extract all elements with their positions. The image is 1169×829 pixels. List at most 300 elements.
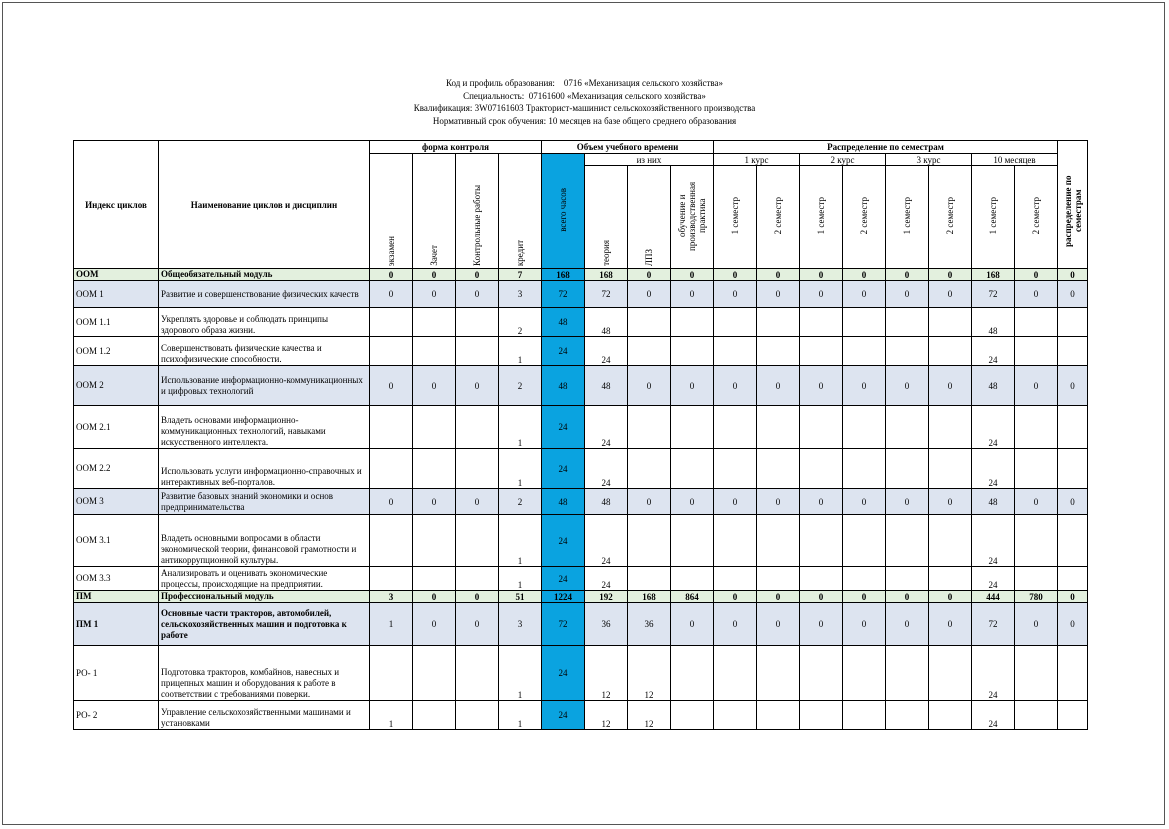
row-discipline-name: Общеобязательный модуль: [159, 269, 370, 281]
cell-total-hours: 24: [542, 646, 585, 701]
cell-theory: 24: [585, 449, 628, 489]
cell-c2-sem2: [843, 515, 886, 567]
row-discipline-name: Подготовка тракторов, комбайнов, навесных и прицепных машин и оборудования к работе в соответствии с требованиями поверки.: [159, 646, 370, 701]
cell-credit: 1: [499, 515, 542, 567]
cell-c2-sem1: [800, 646, 843, 701]
row-discipline-name: Анализировать и оценивать экономические процессы, происходящие на предприятии.: [159, 567, 370, 591]
cell-c1-sem1: 0: [714, 489, 757, 515]
cell-zachet: 0: [413, 281, 456, 308]
cell-m10-sem1: 48: [972, 489, 1015, 515]
row-discipline-name: Управление сельскохозяйственными машинами и установками: [159, 701, 370, 730]
col-practice: обучение и производственная практика: [671, 166, 714, 269]
cell-theory: 72: [585, 281, 628, 308]
cell-credit: 3: [499, 603, 542, 646]
cell-lpz: [628, 515, 671, 567]
row-index: ООМ 3.3: [74, 567, 159, 591]
row-discipline-name: Использование информационно-коммуникационных и цифровых технологий: [159, 366, 370, 406]
cell-c2-sem1: [800, 515, 843, 567]
cell-lpz: 0: [628, 489, 671, 515]
cell-lpz: [628, 406, 671, 449]
cell-exam: [370, 646, 413, 701]
cell-c3-sem1: [886, 515, 929, 567]
cell-m10-sem1: 24: [972, 337, 1015, 366]
cell-c1-sem1: [714, 406, 757, 449]
cell-control-work: [456, 515, 499, 567]
cell-m10-sem1: 24: [972, 449, 1015, 489]
row-index: РО- 2: [74, 701, 159, 730]
cell-control-work: 0: [456, 281, 499, 308]
cell-c2-sem2: 0: [843, 366, 886, 406]
row-index: ООМ 3: [74, 489, 159, 515]
cell-zachet: [413, 646, 456, 701]
cell-zachet: 0: [413, 269, 456, 281]
cell-c3-sem1: [886, 337, 929, 366]
cell-c3-sem1: 0: [886, 591, 929, 603]
cell-practice: 0: [671, 281, 714, 308]
cell-practice: [671, 337, 714, 366]
cell-credit: 3: [499, 281, 542, 308]
row-discipline-name: Владеть основными вопросами в области экономической теории, финансовой грамотности и антикоррупционной культуры.: [159, 515, 370, 567]
cell-theory: 12: [585, 701, 628, 730]
table-row: [74, 567, 1088, 591]
cell-exam: [370, 337, 413, 366]
cell-exam: 1: [370, 701, 413, 730]
cell-credit: 2: [499, 489, 542, 515]
cell-c3-sem2: [929, 308, 972, 337]
cell-c2-sem1: 0: [800, 366, 843, 406]
cell-c1-sem2: [757, 337, 800, 366]
cell-dist-by-sem: 0: [1058, 591, 1088, 603]
cell-m10-sem1: 24: [972, 515, 1015, 567]
cell-zachet: 0: [413, 603, 456, 646]
cell-c1-sem2: [757, 567, 800, 591]
cell-c3-sem1: 0: [886, 269, 929, 281]
cell-m10-sem1: 48: [972, 366, 1015, 406]
control-form-header: форма контроля: [370, 141, 542, 154]
cell-c2-sem1: 0: [800, 269, 843, 281]
row-index: ООМ 3.1: [74, 515, 159, 567]
cell-lpz: 12: [628, 701, 671, 730]
cell-c1-sem2: 0: [757, 281, 800, 308]
cell-c1-sem2: [757, 646, 800, 701]
cell-exam: 0: [370, 269, 413, 281]
cell-lpz: 36: [628, 603, 671, 646]
cell-m10-sem2: 0: [1015, 603, 1058, 646]
cell-zachet: [413, 567, 456, 591]
cell-c3-sem2: [929, 646, 972, 701]
cell-dist-by-sem: [1058, 701, 1088, 730]
cell-c1-sem2: [757, 406, 800, 449]
cell-c1-sem1: 0: [714, 591, 757, 603]
cell-exam: 1: [370, 603, 413, 646]
cell-zachet: 0: [413, 591, 456, 603]
col-course1: 1 курс: [714, 154, 800, 166]
cell-zachet: [413, 337, 456, 366]
cell-c2-sem2: [843, 308, 886, 337]
cell-c2-sem1: [800, 308, 843, 337]
cell-control-work: 0: [456, 269, 499, 281]
col-zachet: Зачет: [413, 154, 456, 269]
cell-c3-sem2: 0: [929, 591, 972, 603]
cell-dist-by-sem: 0: [1058, 269, 1088, 281]
row-index: РО- 1: [74, 646, 159, 701]
cell-theory: 12: [585, 646, 628, 701]
cell-control-work: 0: [456, 591, 499, 603]
cell-c1-sem1: [714, 567, 757, 591]
cell-total-hours: 48: [542, 489, 585, 515]
cell-practice: 0: [671, 489, 714, 515]
cell-dist-by-sem: 0: [1058, 603, 1088, 646]
cell-total-hours: 24: [542, 567, 585, 591]
cell-c3-sem1: 0: [886, 603, 929, 646]
cell-c1-sem1: 0: [714, 269, 757, 281]
cell-credit: 1: [499, 406, 542, 449]
cell-c2-sem2: 0: [843, 281, 886, 308]
cell-zachet: [413, 308, 456, 337]
cell-c3-sem1: [886, 701, 929, 730]
cell-exam: 0: [370, 366, 413, 406]
cell-c1-sem2: [757, 308, 800, 337]
cell-c2-sem2: [843, 567, 886, 591]
cell-c1-sem1: [714, 308, 757, 337]
cell-dist-by-sem: [1058, 337, 1088, 366]
cell-theory: 24: [585, 406, 628, 449]
cell-total-hours: 24: [542, 515, 585, 567]
col-control-work: Контрольные работы: [456, 154, 499, 269]
cell-zachet: 0: [413, 366, 456, 406]
row-index: ООМ 1: [74, 281, 159, 308]
cell-m10-sem2: 0: [1015, 489, 1058, 515]
cell-credit: 1: [499, 701, 542, 730]
cell-c3-sem2: [929, 567, 972, 591]
row-index: ООМ 2.2: [74, 449, 159, 489]
cell-practice: 0: [671, 269, 714, 281]
cell-theory: 36: [585, 603, 628, 646]
cell-lpz: 12: [628, 646, 671, 701]
col-c1-sem1: 1 семестр: [714, 166, 757, 269]
cell-c3-sem1: 0: [886, 366, 929, 406]
row-discipline-name: Владеть основами информационно-коммуникационных технологий, навыками искусственного интеллекта.: [159, 406, 370, 449]
cell-zachet: 0: [413, 489, 456, 515]
cell-practice: [671, 449, 714, 489]
cell-m10-sem1: 72: [972, 281, 1015, 308]
header-specialty: Специальность: 07161600 «Механизация сельского хозяйства»: [463, 90, 706, 101]
cell-control-work: [456, 449, 499, 489]
cell-c1-sem1: [714, 449, 757, 489]
cell-m10-sem1: 24: [972, 701, 1015, 730]
cell-practice: 0: [671, 366, 714, 406]
cell-practice: [671, 308, 714, 337]
cell-credit: 1: [499, 449, 542, 489]
cell-m10-sem2: [1015, 646, 1058, 701]
cell-c3-sem1: [886, 308, 929, 337]
cell-c3-sem2: [929, 515, 972, 567]
cell-c3-sem2: 0: [929, 603, 972, 646]
cell-dist-by-sem: [1058, 449, 1088, 489]
cell-c1-sem2: [757, 449, 800, 489]
cell-c1-sem1: 0: [714, 603, 757, 646]
cell-total-hours: 24: [542, 406, 585, 449]
col-credit: кредит: [499, 154, 542, 269]
cell-c2-sem2: [843, 646, 886, 701]
cell-practice: [671, 406, 714, 449]
cell-c1-sem1: 0: [714, 366, 757, 406]
cell-lpz: [628, 337, 671, 366]
cell-c2-sem1: [800, 701, 843, 730]
header-profile: Код и профиль образования: 0716 «Механизация сельского хозяйства»: [445, 78, 724, 88]
row-index: ПМ 1: [74, 603, 159, 646]
table-row: [74, 646, 1088, 701]
cell-credit: 2: [499, 366, 542, 406]
cell-c2-sem1: [800, 406, 843, 449]
row-discipline-name: Развитие и совершенствование физических качеств: [159, 281, 370, 308]
row-index: ООМ: [74, 269, 159, 281]
cell-dist-by-sem: 0: [1058, 281, 1088, 308]
cell-c1-sem1: [714, 515, 757, 567]
cell-m10-sem2: [1015, 308, 1058, 337]
cell-c3-sem2: [929, 406, 972, 449]
row-discipline-name: Профессиональный модуль: [159, 591, 370, 603]
cell-c2-sem1: [800, 567, 843, 591]
col-dist-by-sem: распределение по семестрам: [1058, 141, 1088, 269]
row-discipline-name: Основные части тракторов, автомобилей, сельскохозяйственных машин и подготовка к работе: [159, 603, 370, 646]
col-m10-sem1: 1 семестр: [972, 166, 1015, 269]
row-discipline-name: Укреплять здоровье и соблюдать принципы здорового образа жизни.: [159, 308, 370, 337]
cell-dist-by-sem: [1058, 646, 1088, 701]
cell-c1-sem2: 0: [757, 269, 800, 281]
cell-c3-sem2: 0: [929, 489, 972, 515]
cell-c3-sem1: [886, 449, 929, 489]
cell-m10-sem2: [1015, 701, 1058, 730]
table-row: [74, 366, 1088, 406]
table-row: [74, 603, 1088, 646]
cell-credit: 1: [499, 567, 542, 591]
cell-c2-sem1: 0: [800, 281, 843, 308]
cell-practice: 0: [671, 603, 714, 646]
cell-theory: 192: [585, 591, 628, 603]
cell-c3-sem1: 0: [886, 489, 929, 515]
row-discipline-name: Использовать услуги информационно-справочных и интерактивных веб-порталов.: [159, 449, 370, 489]
cell-dist-by-sem: 0: [1058, 366, 1088, 406]
cell-control-work: [456, 646, 499, 701]
cell-c1-sem2: 0: [757, 489, 800, 515]
cell-m10-sem2: 0: [1015, 281, 1058, 308]
col-total-hours: всего часов: [542, 154, 585, 269]
cell-exam: 0: [370, 489, 413, 515]
cell-m10-sem1: 72: [972, 603, 1015, 646]
cell-c3-sem1: [886, 406, 929, 449]
col-course3: 3 курс: [886, 154, 972, 166]
col-c2-sem2: 2 семестр: [843, 166, 886, 269]
cell-zachet: [413, 701, 456, 730]
cell-m10-sem1: 24: [972, 406, 1015, 449]
cell-total-hours: 168: [542, 269, 585, 281]
cell-dist-by-sem: [1058, 567, 1088, 591]
cell-c1-sem1: [714, 701, 757, 730]
cell-control-work: 0: [456, 489, 499, 515]
cell-total-hours: 72: [542, 281, 585, 308]
col-theory: теория: [585, 166, 628, 269]
cell-m10-sem2: 780: [1015, 591, 1058, 603]
cell-control-work: [456, 337, 499, 366]
cell-c3-sem2: 0: [929, 281, 972, 308]
cell-m10-sem1: 48: [972, 308, 1015, 337]
cell-c1-sem2: [757, 701, 800, 730]
cell-practice: [671, 701, 714, 730]
cell-c2-sem2: [843, 337, 886, 366]
cell-c3-sem2: [929, 701, 972, 730]
header-duration: Нормативный срок обучения: 10 месяцев на базе общего среднего образования: [432, 115, 737, 126]
cell-m10-sem2: [1015, 449, 1058, 489]
cell-theory: 24: [585, 515, 628, 567]
cell-exam: [370, 515, 413, 567]
cell-c3-sem1: [886, 646, 929, 701]
header-qualification: Квалификация: 3W07161603 Тракторист-машинист сельскохозяйственного производства: [413, 103, 756, 113]
cell-zachet: [413, 406, 456, 449]
col-lpz: ЛПЗ: [628, 166, 671, 269]
cell-c1-sem2: 0: [757, 366, 800, 406]
distribution-header: Распределение по семестрам: [714, 141, 1058, 154]
cell-exam: [370, 449, 413, 489]
cell-total-hours: 48: [542, 308, 585, 337]
cell-credit: 7: [499, 269, 542, 281]
cell-total-hours: 24: [542, 449, 585, 489]
col-m10-sem2: 2 семестр: [1015, 166, 1058, 269]
cell-credit: 1: [499, 337, 542, 366]
table-row: [74, 308, 1088, 337]
document-header: [0, 77, 1169, 127]
col-name-header: Наименование циклов и дисциплин: [159, 141, 370, 269]
table-row: [74, 515, 1088, 567]
row-index: ПМ: [74, 591, 159, 603]
cell-c3-sem2: 0: [929, 269, 972, 281]
cell-lpz: [628, 567, 671, 591]
cell-m10-sem2: [1015, 515, 1058, 567]
cell-c1-sem1: [714, 646, 757, 701]
cell-c1-sem2: 0: [757, 591, 800, 603]
cell-m10-sem2: 0: [1015, 269, 1058, 281]
row-index: ООМ 1.2: [74, 337, 159, 366]
cell-theory: 48: [585, 489, 628, 515]
cell-c3-sem2: 0: [929, 366, 972, 406]
col-c3-sem1: 1 семестр: [886, 166, 929, 269]
cell-lpz: [628, 449, 671, 489]
cell-theory: 24: [585, 567, 628, 591]
cell-zachet: [413, 515, 456, 567]
row-index: ООМ 1.1: [74, 308, 159, 337]
cell-lpz: [628, 308, 671, 337]
cell-c2-sem2: [843, 701, 886, 730]
cell-c3-sem1: [886, 567, 929, 591]
volume-header: Объем учебного времени: [542, 141, 714, 154]
col-of-which: из них: [585, 154, 714, 166]
cell-zachet: [413, 449, 456, 489]
col-c3-sem2: 2 семестр: [929, 166, 972, 269]
table-row: [74, 337, 1088, 366]
cell-c3-sem1: 0: [886, 281, 929, 308]
cell-c2-sem1: 0: [800, 489, 843, 515]
cell-theory: 48: [585, 308, 628, 337]
cell-exam: 0: [370, 281, 413, 308]
table-row: [74, 591, 1088, 603]
col-index-header: Индекс циклов: [74, 141, 159, 269]
cell-c2-sem1: [800, 449, 843, 489]
cell-c2-sem2: 0: [843, 269, 886, 281]
cell-dist-by-sem: [1058, 406, 1088, 449]
row-index: ООМ 2.1: [74, 406, 159, 449]
table-row: [74, 489, 1088, 515]
cell-m10-sem2: [1015, 567, 1058, 591]
cell-c2-sem2: 0: [843, 489, 886, 515]
cell-practice: [671, 646, 714, 701]
cell-control-work: [456, 308, 499, 337]
cell-control-work: 0: [456, 366, 499, 406]
cell-c2-sem2: [843, 449, 886, 489]
row-index: ООМ 2: [74, 366, 159, 406]
cell-exam: [370, 406, 413, 449]
cell-m10-sem1: 444: [972, 591, 1015, 603]
cell-c1-sem1: [714, 337, 757, 366]
cell-total-hours: 72: [542, 603, 585, 646]
cell-c1-sem2: 0: [757, 603, 800, 646]
cell-lpz: 0: [628, 281, 671, 308]
cell-m10-sem2: [1015, 337, 1058, 366]
cell-c2-sem2: [843, 406, 886, 449]
cell-dist-by-sem: 0: [1058, 489, 1088, 515]
cell-c1-sem1: 0: [714, 281, 757, 308]
cell-total-hours: 1224: [542, 591, 585, 603]
cell-total-hours: 24: [542, 701, 585, 730]
cell-c3-sem2: [929, 449, 972, 489]
cell-c2-sem1: [800, 337, 843, 366]
cell-c2-sem2: 0: [843, 603, 886, 646]
cell-exam: 3: [370, 591, 413, 603]
cell-practice: [671, 567, 714, 591]
col-10-months: 10 месяцев: [972, 154, 1058, 166]
cell-c3-sem2: [929, 337, 972, 366]
cell-credit: 1: [499, 646, 542, 701]
row-discipline-name: Развитие базовых знаний экономики и основ предпринимательства: [159, 489, 370, 515]
cell-dist-by-sem: [1058, 308, 1088, 337]
cell-lpz: 168: [628, 591, 671, 603]
cell-m10-sem1: 24: [972, 567, 1015, 591]
cell-total-hours: 24: [542, 337, 585, 366]
table-row: [74, 449, 1088, 489]
cell-control-work: [456, 406, 499, 449]
col-c1-sem2: 2 семестр: [757, 166, 800, 269]
cell-exam: [370, 308, 413, 337]
cell-exam: [370, 567, 413, 591]
col-c2-sem1: 1 семестр: [800, 166, 843, 269]
curriculum-table: [73, 140, 1088, 730]
table-row: [74, 406, 1088, 449]
cell-control-work: [456, 701, 499, 730]
cell-m10-sem2: 0: [1015, 366, 1058, 406]
table-row: [74, 281, 1088, 308]
cell-dist-by-sem: [1058, 515, 1088, 567]
col-course2: 2 курс: [800, 154, 886, 166]
table-row: [74, 701, 1088, 730]
cell-m10-sem1: 24: [972, 646, 1015, 701]
cell-theory: 168: [585, 269, 628, 281]
cell-control-work: [456, 567, 499, 591]
cell-m10-sem1: 168: [972, 269, 1015, 281]
cell-practice: [671, 515, 714, 567]
cell-control-work: 0: [456, 603, 499, 646]
cell-practice: 864: [671, 591, 714, 603]
cell-m10-sem2: [1015, 406, 1058, 449]
cell-lpz: 0: [628, 366, 671, 406]
